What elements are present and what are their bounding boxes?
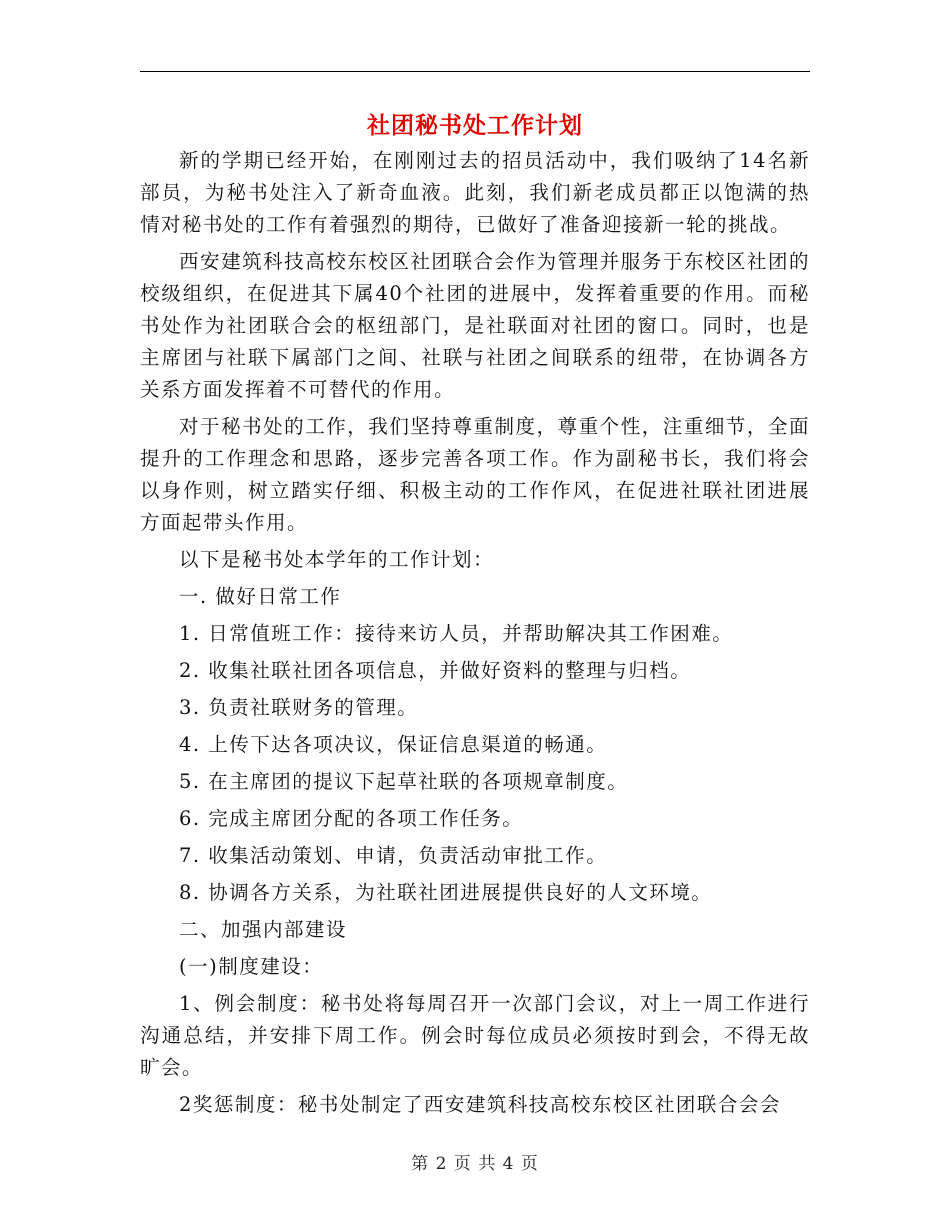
list-item: 2. 收集社联社团各项信息，并做好资料的整理与归档。 [179, 659, 692, 682]
list-item: 7. 收集活动策划、申请，负责活动审批工作。 [179, 844, 608, 867]
paragraph-reward-system: 2奖惩制度：秘书处制定了西安建筑科技高校东校区社团联合会会 [179, 1093, 781, 1116]
paragraph-intro: 新的学期已经开始，在刚刚过去的招员活动中，我们吸纳了14名新部员，为秘书处注入了新奇血液。此刻，我们新老成员都正以饱满的热情对秘书处的工作有着强烈的期待，已做好了准备迎接新一轮的挑战。 [140, 149, 810, 236]
list-item: 3. 负责社联财务的管理。 [179, 696, 419, 719]
paragraph-association: 西安建筑科技高校东校区社团联合会作为管理并服务于东校区社团的校级组织，在促进其下属40个社团的进展中，发挥着重要的作用。而秘书处作为社团联合会的枢纽部门，是社联面对社团的窗口。同时，也是主席团与社联下属部门之间、社联与社团之间联系的纽带，在协调各方关系方面发挥着不可替代的作用。 [140, 250, 810, 401]
list-item: 6. 完成主席团分配的各项工作任务。 [179, 807, 524, 830]
page-number: 第 2 页 共 4 页 [411, 1154, 539, 1174]
header-rule [140, 71, 810, 72]
paragraph-plan-intro: 以下是秘书处本学年的工作计划： [179, 548, 495, 571]
list-item: 4. 上传下达各项决议，保证信息渠道的畅通。 [179, 733, 608, 756]
list-item: 5. 在主席团的提议下起草社联的各项规章制度。 [179, 770, 629, 793]
section-heading-daily-work: 一. 做好日常工作 [179, 585, 342, 608]
document-title: 社团秘书处工作计划 [367, 112, 583, 139]
list-item: 8. 协调各方关系，为社联社团进展提供良好的人文环境。 [179, 881, 713, 904]
document-body [140, 145, 810, 1126]
paragraph-meeting-system: 1、例会制度：秘书处将每周召开一次部门会议，对上一周工作进行沟通总结，并安排下周工作。例会时每位成员必须按时到会，不得无故旷会。 [140, 992, 810, 1079]
section-heading-internal-building: 二、加强内部建设 [179, 918, 348, 941]
paragraph-principles: 对于秘书处的工作，我们坚持尊重制度，尊重个性，注重细节，全面提升的工作理念和思路，逐步完善各项工作。作为副秘书长，我们将会以身作则，树立踏实仔细、积极主动的工作作风，在促进社联社团进展方面起带头作用。 [140, 415, 810, 534]
subsection-heading-system: (一)制度建设： [179, 955, 324, 978]
list-item: 1. 日常值班工作：接待来访人员，并帮助解决其工作困难。 [179, 622, 734, 645]
